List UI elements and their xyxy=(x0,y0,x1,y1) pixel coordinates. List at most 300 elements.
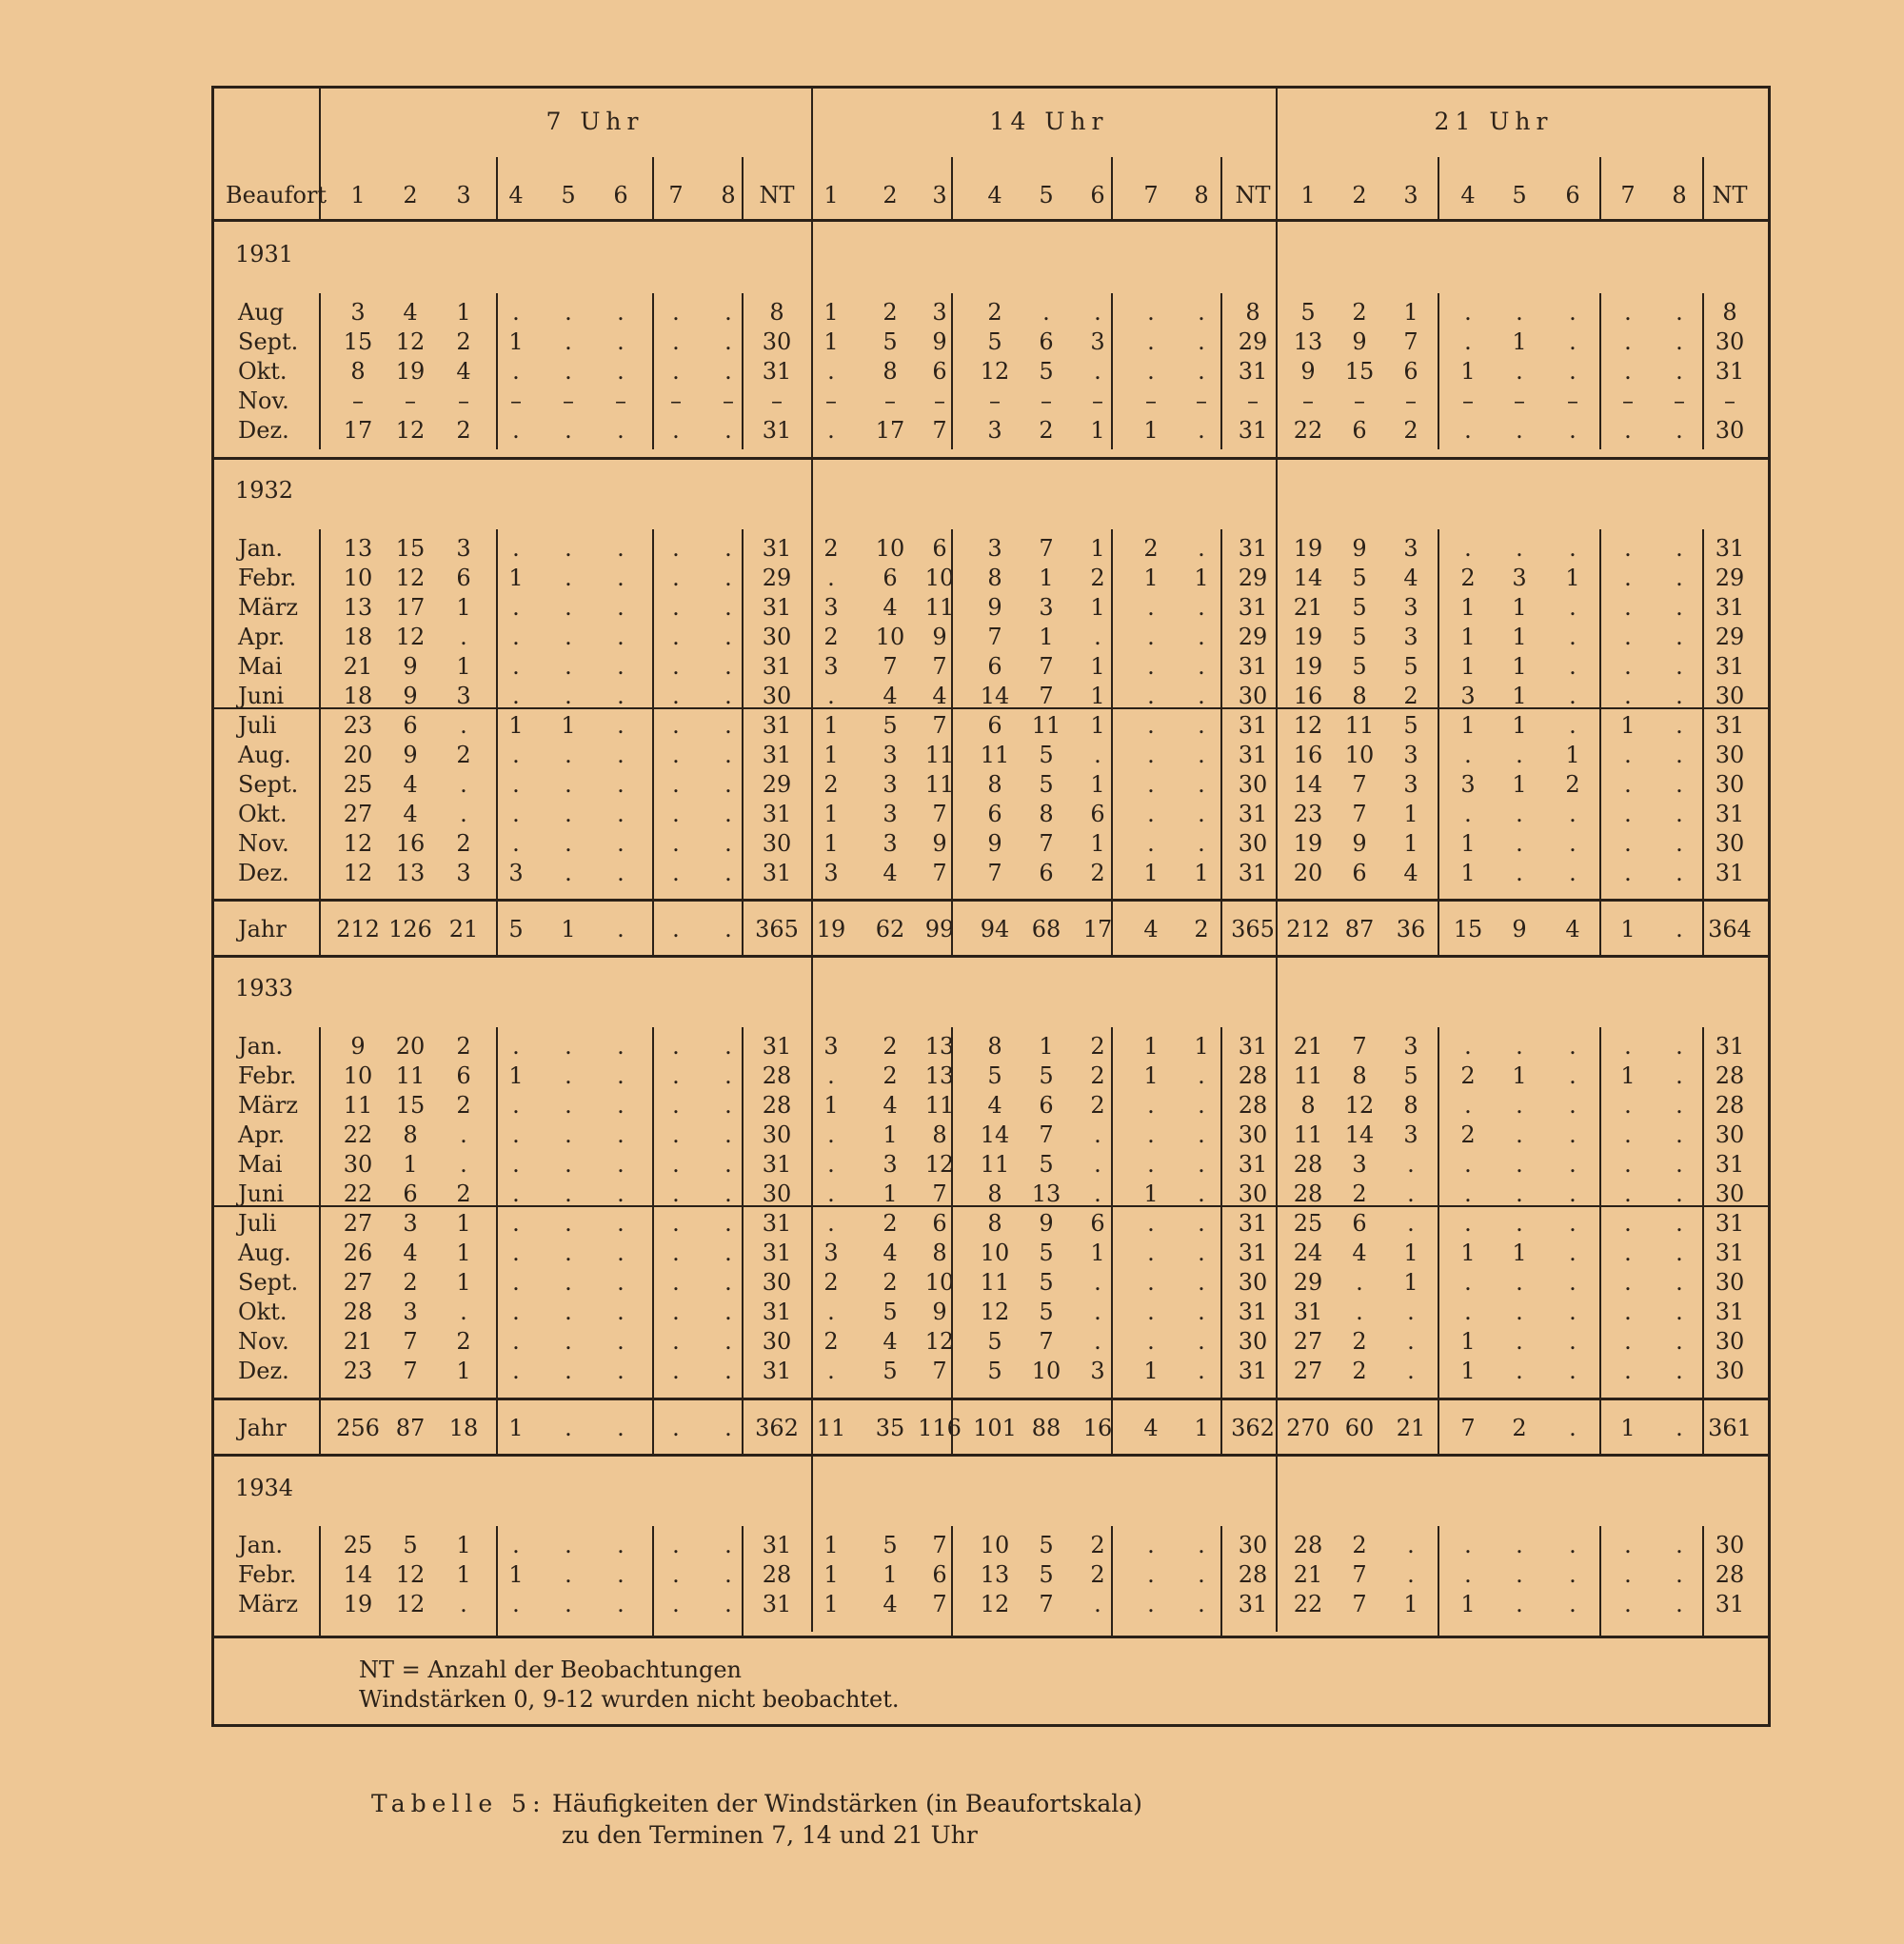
total-cell: 4 xyxy=(1143,1415,1159,1441)
table-cell: . xyxy=(1516,1532,1523,1558)
table-cell: . xyxy=(672,712,680,739)
table-cell: . xyxy=(672,1561,680,1588)
column-divider xyxy=(319,293,321,449)
table-cell: . xyxy=(512,594,520,621)
table-cell: 31 xyxy=(1715,1240,1745,1266)
table-cell: 1 xyxy=(1460,653,1476,680)
table-cell: 1 xyxy=(1460,1591,1476,1617)
table-cell: 3 xyxy=(883,830,898,857)
table-cell: 1 xyxy=(1512,1240,1527,1266)
table-cell: . xyxy=(1676,801,1683,827)
table-cell: . xyxy=(1676,683,1683,709)
table-cell: 31 xyxy=(1238,594,1268,621)
table-cell: . xyxy=(1569,417,1577,444)
table-cell: 7 xyxy=(1352,1591,1367,1617)
table-cell: . xyxy=(617,624,625,650)
table-cell: . xyxy=(672,328,680,355)
table-cell: 17 xyxy=(395,594,426,621)
table-cell: . xyxy=(512,1299,520,1325)
table-cell: . xyxy=(1516,830,1523,857)
column-divider xyxy=(1702,157,1704,219)
column-header: 4 xyxy=(987,182,1002,208)
table-cell: 3 xyxy=(1090,1358,1105,1384)
table-cell: 19 xyxy=(1293,830,1323,857)
table-cell: . xyxy=(1198,1328,1205,1355)
table-cell: 1 xyxy=(1460,860,1476,886)
table-cell: 11 xyxy=(924,742,955,768)
total-cell: 60 xyxy=(1344,1415,1375,1441)
table-cell: 7 xyxy=(1352,801,1367,827)
column-divider xyxy=(742,1526,744,1636)
table-cell: . xyxy=(1147,1151,1155,1178)
table-cell: 7 xyxy=(1352,771,1367,798)
table-cell: 31 xyxy=(1715,1151,1745,1178)
column-divider xyxy=(496,293,498,449)
table-cell: . xyxy=(1624,653,1632,680)
column-header: 8 xyxy=(1672,182,1687,208)
table-cell: 6 xyxy=(932,1561,947,1588)
table-cell: . xyxy=(1624,594,1632,621)
table-cell: . xyxy=(1624,417,1632,444)
table-cell: 2 xyxy=(1403,683,1418,709)
row-label: Apr. xyxy=(238,624,286,650)
total-cell: 36 xyxy=(1396,916,1426,942)
table-cell: . xyxy=(672,624,680,650)
table-cell: 4 xyxy=(1352,1240,1367,1266)
total-cell: 68 xyxy=(1031,916,1061,942)
column-divider xyxy=(742,1398,744,1454)
table-cell: 6 xyxy=(403,1180,418,1207)
table-cell: 5 xyxy=(1039,1561,1054,1588)
table-cell: 20 xyxy=(343,742,373,768)
table-cell: 1 xyxy=(1143,860,1159,886)
table-cell: 11 xyxy=(1031,712,1061,739)
table-cell: 5 xyxy=(1352,624,1367,650)
table-cell: 7 xyxy=(1039,1591,1054,1617)
table-cell: 2 xyxy=(883,1269,898,1296)
table-cell: 2 xyxy=(456,1092,471,1119)
table-cell: . xyxy=(1676,358,1683,385)
table-cell: 30 xyxy=(343,1151,373,1178)
table-cell: . xyxy=(565,1240,572,1266)
table-cell: 29 xyxy=(762,565,792,591)
table-cell: 11 xyxy=(395,1062,426,1089)
table-cell: 31 xyxy=(762,712,792,739)
table-cell: 2 xyxy=(456,1328,471,1355)
row-label: Dez. xyxy=(238,860,289,886)
table-cell: 30 xyxy=(1715,742,1745,768)
table-cell: . xyxy=(1147,1591,1155,1617)
table-cell: . xyxy=(1094,1269,1101,1296)
table-cell: 1 xyxy=(1460,1240,1476,1266)
table-cell: . xyxy=(1198,771,1205,798)
table-cell: . xyxy=(1407,1358,1415,1384)
table-cell: . xyxy=(1198,328,1205,355)
table-cell: . xyxy=(672,1299,680,1325)
table-cell: 1 xyxy=(1039,1033,1054,1060)
total-cell: 2 xyxy=(1512,1415,1527,1441)
column-header: 7 xyxy=(1620,182,1636,208)
table-cell: . xyxy=(512,1092,520,1119)
column-header: 3 xyxy=(456,182,471,208)
table-cell: . xyxy=(1569,328,1577,355)
table-cell: 1 xyxy=(1090,535,1105,562)
table-cell: 2 xyxy=(823,535,839,562)
row-label: Dez. xyxy=(238,1358,289,1384)
table-cell: 31 xyxy=(762,417,792,444)
table-cell: . xyxy=(672,1328,680,1355)
total-rule xyxy=(211,899,1771,902)
table-cell: . xyxy=(724,1240,732,1266)
total-cell: 11 xyxy=(816,1415,846,1441)
table-cell: . xyxy=(1094,1591,1101,1617)
column-header: 8 xyxy=(721,182,736,208)
table-cell: . xyxy=(617,1210,625,1237)
table-cell: 7 xyxy=(932,712,947,739)
row-label: Jan. xyxy=(238,1033,284,1060)
table-cell: . xyxy=(1676,1092,1683,1119)
section-rule xyxy=(211,955,1771,958)
table-cell: 31 xyxy=(1238,860,1268,886)
column-divider xyxy=(1599,1398,1601,1454)
section-year: 1934 xyxy=(235,1475,294,1501)
table-cell: 31 xyxy=(1238,1299,1268,1325)
table-cell: 4 xyxy=(883,683,898,709)
table-cell: . xyxy=(1676,1591,1683,1617)
table-cell: . xyxy=(1464,1151,1472,1178)
table-cell: . xyxy=(512,1269,520,1296)
column-divider xyxy=(1438,899,1439,955)
table-cell: . xyxy=(1516,742,1523,768)
table-cell: . xyxy=(724,535,732,562)
table-cell: . xyxy=(1198,653,1205,680)
table-cell: 28 xyxy=(1715,1092,1745,1119)
table-cell: . xyxy=(1569,1561,1577,1588)
total-cell: 212 xyxy=(1286,916,1330,942)
table-cell: . xyxy=(1464,1092,1472,1119)
table-cell: 7 xyxy=(403,1328,418,1355)
table-cell: 4 xyxy=(403,299,418,326)
table-cell: 1 xyxy=(1090,653,1105,680)
table-cell: 12 xyxy=(395,624,426,650)
table-cell: . xyxy=(512,358,520,385)
table-cell: 10 xyxy=(924,1269,955,1296)
table-cell: 1 xyxy=(456,653,471,680)
column-divider xyxy=(496,1526,498,1636)
table-cell: . xyxy=(617,1121,625,1148)
table-cell: 30 xyxy=(1715,1532,1745,1558)
total-rule xyxy=(211,1398,1771,1400)
table-cell: 2 xyxy=(823,771,839,798)
table-cell: 1 xyxy=(823,1092,839,1119)
table-cell: 2 xyxy=(1090,1532,1105,1558)
table-cell: 3 xyxy=(1352,1151,1367,1178)
beaufort-label: Beaufort xyxy=(226,182,327,208)
table-cell: . xyxy=(1094,624,1101,650)
table-cell: 3 xyxy=(823,1033,839,1060)
table-cell: . xyxy=(617,1358,625,1384)
table-cell: . xyxy=(1569,1328,1577,1355)
table-cell: . xyxy=(1676,1210,1683,1237)
column-divider xyxy=(1599,529,1601,899)
table-cell: 1 xyxy=(823,1532,839,1558)
table-cell: . xyxy=(617,830,625,857)
table-cell: . xyxy=(1516,1591,1523,1617)
table-cell: 4 xyxy=(883,860,898,886)
table-cell: . xyxy=(1198,1299,1205,1325)
table-cell: 13 xyxy=(395,860,426,886)
table-cell: 9 xyxy=(987,830,1002,857)
table-cell: . xyxy=(512,1591,520,1617)
table-cell: . xyxy=(1676,653,1683,680)
table-cell: 31 xyxy=(762,1299,792,1325)
table-cell: 28 xyxy=(1715,1561,1745,1588)
table-cell: 30 xyxy=(1238,1328,1268,1355)
table-cell: 1 xyxy=(1460,594,1476,621)
table-cell: . xyxy=(1198,535,1205,562)
table-cell: 31 xyxy=(762,1358,792,1384)
table-cell: 10 xyxy=(343,1062,373,1089)
table-cell: 7 xyxy=(932,801,947,827)
column-divider xyxy=(1599,293,1601,449)
table-cell: . xyxy=(1676,594,1683,621)
table-cell: 2 xyxy=(1090,565,1105,591)
table-cell: 1 xyxy=(1090,683,1105,709)
table-cell: . xyxy=(1198,299,1205,326)
table-cell: . xyxy=(565,565,572,591)
table-cell: 5 xyxy=(1039,1240,1054,1266)
table-cell: . xyxy=(1676,535,1683,562)
table-cell: 1 xyxy=(456,1358,471,1384)
total-cell: . xyxy=(617,916,625,942)
total-cell: 15 xyxy=(1453,916,1483,942)
table-cell: 19 xyxy=(1293,624,1323,650)
table-cell: . xyxy=(1516,417,1523,444)
table-cell: . xyxy=(1516,860,1523,886)
table-cell: . xyxy=(512,1328,520,1355)
column-divider xyxy=(742,1027,744,1398)
column-header: NT xyxy=(1235,182,1271,208)
table-cell: 8 xyxy=(1352,1062,1367,1089)
column-header: 1 xyxy=(823,182,839,208)
table-cell: . xyxy=(1198,1561,1205,1588)
table-cell: 13 xyxy=(343,594,373,621)
table-cell: 6 xyxy=(1090,1210,1105,1237)
table-cell: 8 xyxy=(1403,1092,1418,1119)
table-cell: 6 xyxy=(987,653,1002,680)
total-cell: . xyxy=(617,1415,625,1441)
table-cell: 19 xyxy=(343,1591,373,1617)
table-cell: . xyxy=(1147,712,1155,739)
table-cell: 3 xyxy=(1403,1121,1418,1148)
row-label: Nov. xyxy=(238,1328,289,1355)
table-cell: 31 xyxy=(1238,1033,1268,1060)
table-cell: . xyxy=(1147,683,1155,709)
table-cell: 12 xyxy=(924,1151,955,1178)
table-cell: . xyxy=(1147,653,1155,680)
table-cell: 7 xyxy=(1352,1561,1367,1588)
table-cell: 28 xyxy=(1293,1532,1323,1558)
table-cell: 30 xyxy=(1715,1269,1745,1296)
table-cell: . xyxy=(617,535,625,562)
table-cell: 9 xyxy=(932,624,947,650)
table-cell: 27 xyxy=(343,1269,373,1296)
table-cell: 14 xyxy=(1293,771,1323,798)
table-cell: 1 xyxy=(823,801,839,827)
table-cell: 1 xyxy=(1194,1033,1209,1060)
table-cell: . xyxy=(565,653,572,680)
column-header: 4 xyxy=(508,182,524,208)
table-cell: 30 xyxy=(1715,1180,1745,1207)
table-cell: . xyxy=(617,1240,625,1266)
total-cell: 94 xyxy=(980,916,1010,942)
table-cell: . xyxy=(1147,1240,1155,1266)
table-cell: 8 xyxy=(1722,299,1737,326)
table-cell: 12 xyxy=(343,860,373,886)
table-cell: . xyxy=(1676,1358,1683,1384)
total-cell: 21 xyxy=(448,916,479,942)
table-cell: 1 xyxy=(1460,1358,1476,1384)
table-cell: 1 xyxy=(1143,1180,1159,1207)
table-cell: . xyxy=(1147,742,1155,768)
table-cell: . xyxy=(1464,299,1472,326)
table-cell: . xyxy=(1516,1358,1523,1384)
table-cell: 1 xyxy=(508,328,524,355)
table-cell: 30 xyxy=(1715,1121,1745,1148)
table-cell: . xyxy=(1198,830,1205,857)
table-cell: . xyxy=(1407,1561,1415,1588)
table-cell: . xyxy=(1624,683,1632,709)
table-cell: 1 xyxy=(1143,565,1159,591)
table-cell: 30 xyxy=(1715,683,1745,709)
table-cell: 5 xyxy=(1039,1151,1054,1178)
table-caption xyxy=(371,1788,1142,1851)
table-cell: 16 xyxy=(1293,683,1323,709)
table-cell: – xyxy=(615,387,626,414)
table-cell: 29 xyxy=(762,771,792,798)
table-cell: . xyxy=(460,712,467,739)
table-cell: 6 xyxy=(932,535,947,562)
table-cell: 1 xyxy=(508,1062,524,1089)
table-cell: . xyxy=(1624,1358,1632,1384)
table-cell: . xyxy=(1147,328,1155,355)
table-cell: . xyxy=(1516,1210,1523,1237)
table-cell: 3 xyxy=(883,742,898,768)
table-cell: . xyxy=(565,683,572,709)
table-cell: . xyxy=(724,1062,732,1089)
table-cell: 1 xyxy=(1039,565,1054,591)
table-cell: 5 xyxy=(1039,1299,1054,1325)
table-cell: 11 xyxy=(980,742,1010,768)
table-cell: . xyxy=(1147,1299,1155,1325)
table-cell: . xyxy=(1198,1240,1205,1266)
table-cell: 2 xyxy=(1090,1033,1105,1060)
table-cell: . xyxy=(565,594,572,621)
total-label: Jahr xyxy=(238,916,287,942)
table-cell: 7 xyxy=(932,1532,947,1558)
table-cell: 9 xyxy=(932,830,947,857)
header-bottom-rule xyxy=(211,219,1771,222)
row-label: Sept. xyxy=(238,328,299,355)
column-divider xyxy=(1220,529,1222,899)
table-cell: 31 xyxy=(1715,358,1745,385)
table-cell: – xyxy=(1196,387,1207,414)
table-cell: 31 xyxy=(762,1532,792,1558)
table-cell: . xyxy=(1624,535,1632,562)
column-divider xyxy=(1599,1027,1601,1398)
section-year: 1932 xyxy=(235,477,294,504)
table-cell: . xyxy=(1147,830,1155,857)
table-cell: – xyxy=(405,387,416,414)
table-cell: 6 xyxy=(1090,801,1105,827)
table-cell: . xyxy=(617,1062,625,1089)
table-cell: 7 xyxy=(1039,1121,1054,1148)
table-cell: . xyxy=(1676,742,1683,768)
table-cell: . xyxy=(1198,1062,1205,1089)
table-cell: 1 xyxy=(1512,624,1527,650)
table-cell: . xyxy=(1569,624,1577,650)
table-cell: 1 xyxy=(508,712,524,739)
table-cell: 1 xyxy=(1143,1033,1159,1060)
table-cell: . xyxy=(1676,860,1683,886)
table-cell: 7 xyxy=(1039,830,1054,857)
table-cell: . xyxy=(565,624,572,650)
table-cell: – xyxy=(458,387,469,414)
table-cell: . xyxy=(617,742,625,768)
table-cell: 25 xyxy=(1293,1210,1323,1237)
table-cell: . xyxy=(672,358,680,385)
table-cell: . xyxy=(1676,1033,1683,1060)
table-cell: . xyxy=(565,771,572,798)
table-cell: . xyxy=(1624,299,1632,326)
table-cell: . xyxy=(827,1299,835,1325)
table-cell: 8 xyxy=(769,299,784,326)
table-cell: 9 xyxy=(1352,830,1367,857)
table-cell: . xyxy=(672,683,680,709)
table-cell: 28 xyxy=(762,1561,792,1588)
table-cell: . xyxy=(512,624,520,650)
column-header: 7 xyxy=(668,182,684,208)
table-cell: . xyxy=(460,1299,467,1325)
table-cell: . xyxy=(1198,1121,1205,1148)
table-cell: 1 xyxy=(1460,358,1476,385)
column-header: 6 xyxy=(1090,182,1105,208)
table-cell: – xyxy=(670,387,682,414)
table-cell: . xyxy=(1676,1240,1683,1266)
table-cell: . xyxy=(672,1033,680,1060)
table-cell: . xyxy=(1147,1092,1155,1119)
table-cell: . xyxy=(1569,535,1577,562)
table-cell: . xyxy=(512,1210,520,1237)
table-cell: . xyxy=(1676,417,1683,444)
table-cell: 28 xyxy=(762,1092,792,1119)
table-cell: 6 xyxy=(1403,358,1418,385)
table-cell: . xyxy=(512,801,520,827)
table-cell: 10 xyxy=(980,1240,1010,1266)
table-cell: . xyxy=(565,1121,572,1148)
column-divider xyxy=(1702,293,1704,449)
table-cell: 31 xyxy=(1715,1591,1745,1617)
table-cell: 2 xyxy=(1352,1328,1367,1355)
table-cell: . xyxy=(1624,328,1632,355)
table-cell: 3 xyxy=(350,299,366,326)
table-cell: . xyxy=(1676,1328,1683,1355)
table-cell: . xyxy=(512,1532,520,1558)
table-cell: . xyxy=(565,1269,572,1296)
section-year: 1933 xyxy=(235,975,294,1002)
table-cell: 28 xyxy=(1293,1151,1323,1178)
table-cell: 8 xyxy=(987,1033,1002,1060)
